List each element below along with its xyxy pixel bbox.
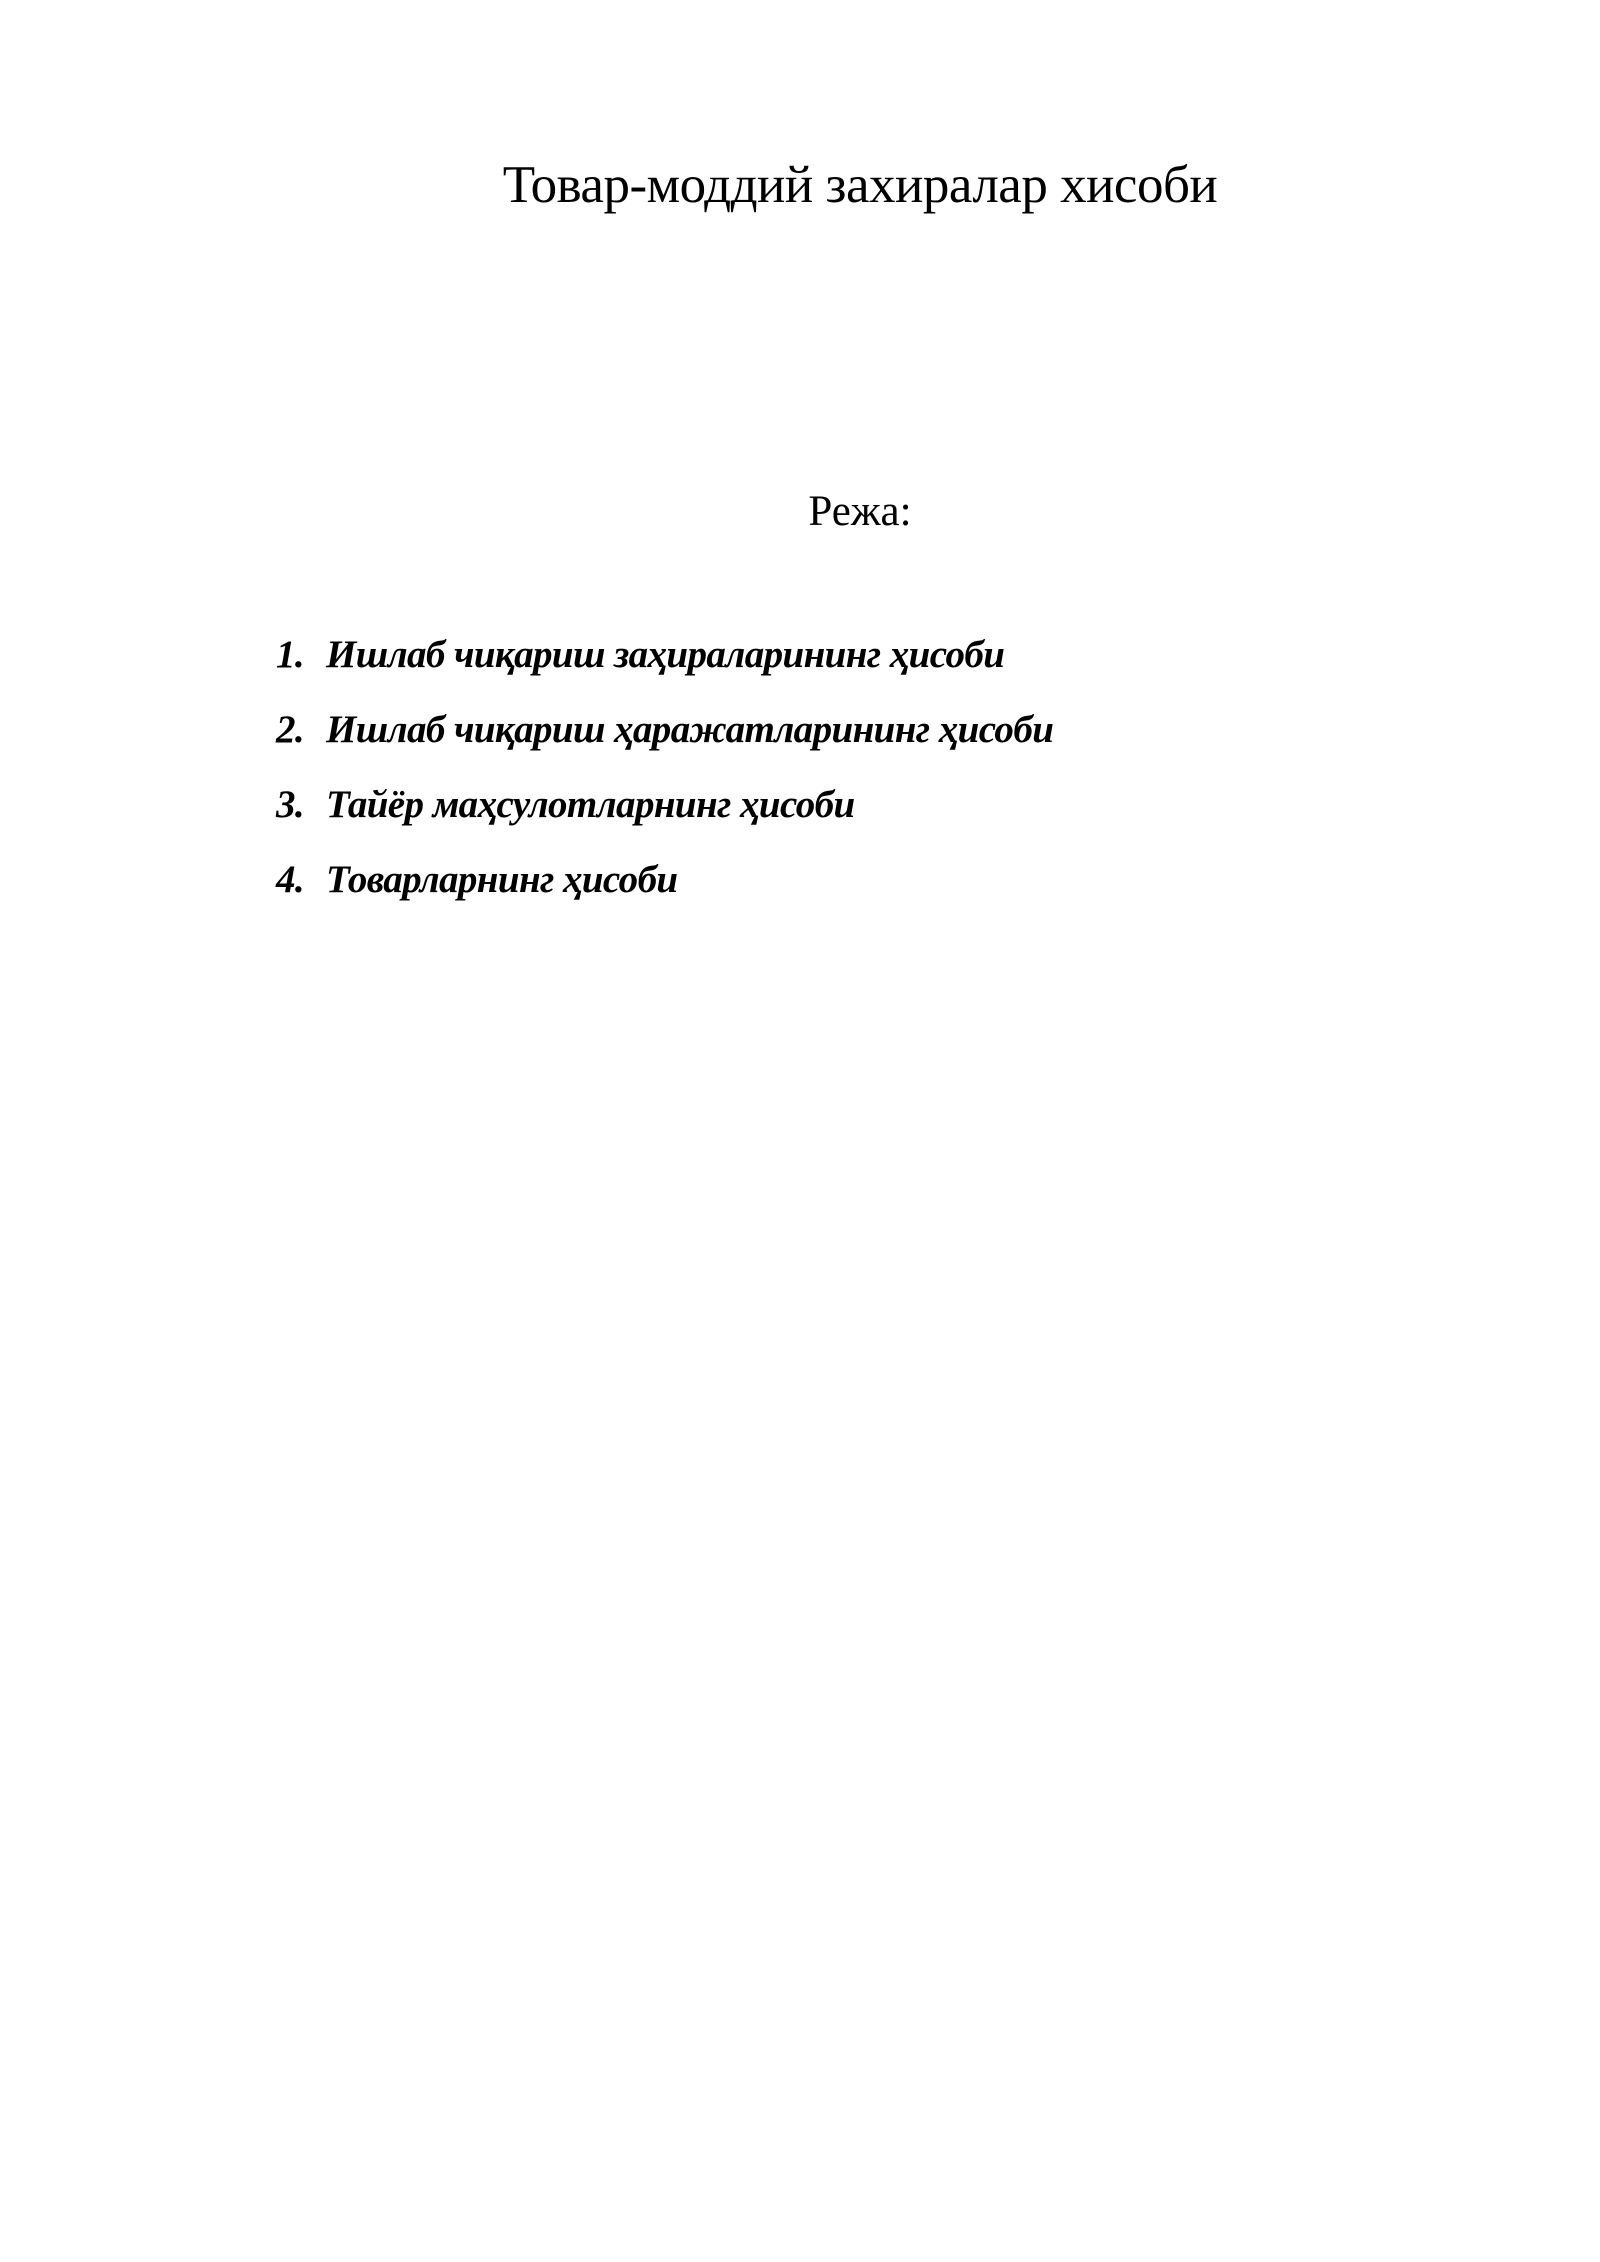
plan-item-text: Товарларнинг ҳисоби — [326, 858, 678, 901]
plan-heading: Режа: — [808, 488, 912, 535]
plan-item-number: 3. — [276, 783, 305, 826]
plan-item-text: Тайёр маҳсулотларнинг ҳисоби — [326, 783, 855, 826]
plan-item-number: 4. — [276, 858, 305, 901]
plan-item-text: Ишлаб чиқариш заҳираларининг ҳисоби — [326, 633, 1005, 676]
plan-item-number: 2. — [276, 708, 305, 751]
plan-list — [276, 628, 1053, 928]
plan-item-1 — [276, 628, 1053, 703]
plan-item-2 — [276, 703, 1053, 778]
plan-item-text: Ишлаб чиқариш ҳаражатларининг ҳисоби — [326, 708, 1054, 751]
plan-item-4 — [276, 853, 1053, 928]
plan-item-3 — [276, 778, 1053, 853]
plan-item-number: 1. — [276, 633, 305, 676]
page-title: Товар-моддий захиралар хисоби — [502, 156, 1218, 214]
